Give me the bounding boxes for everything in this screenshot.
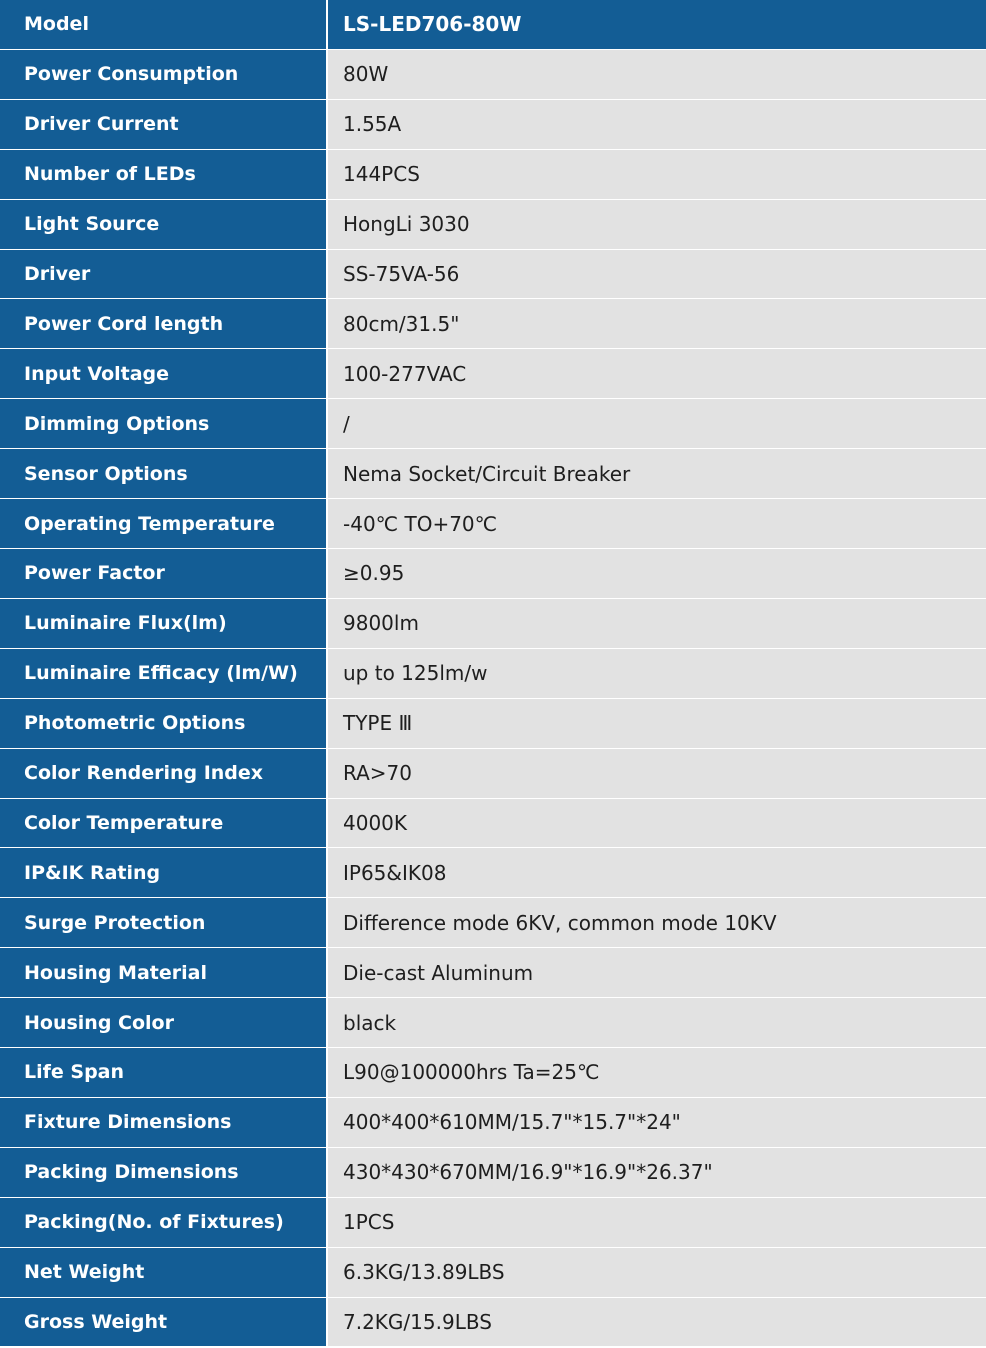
spec-row-color-temperature bbox=[0, 799, 986, 849]
spec-row-power-consumption bbox=[0, 50, 986, 100]
spec-row-packing-fixtures bbox=[0, 1198, 986, 1248]
spec-row-number-of-leds bbox=[0, 150, 986, 200]
spec-label: Power Factor bbox=[0, 549, 328, 598]
spec-label: Life Span bbox=[0, 1048, 328, 1097]
spec-value: 7.2KG/15.9LBS bbox=[328, 1298, 986, 1347]
spec-value: -40℃ TO+70℃ bbox=[328, 499, 986, 548]
spec-label: Housing Material bbox=[0, 948, 328, 997]
spec-value: IP65&IK08 bbox=[328, 848, 986, 897]
spec-value: 9800lm bbox=[328, 599, 986, 648]
spec-value: ≥0.95 bbox=[328, 549, 986, 598]
spec-label: Color Rendering Index bbox=[0, 749, 328, 798]
spec-label: Surge Protection bbox=[0, 898, 328, 947]
spec-value: SS-75VA-56 bbox=[328, 250, 986, 299]
spec-label: Dimming Options bbox=[0, 399, 328, 448]
spec-row-input-voltage bbox=[0, 349, 986, 399]
spec-row-luminaire-flux bbox=[0, 599, 986, 649]
spec-value: 1.55A bbox=[328, 100, 986, 149]
spec-row-model bbox=[0, 0, 986, 50]
spec-value: HongLi 3030 bbox=[328, 200, 986, 249]
spec-label: Input Voltage bbox=[0, 349, 328, 398]
spec-row-driver bbox=[0, 250, 986, 300]
spec-label: Power Consumption bbox=[0, 50, 328, 99]
spec-row-power-factor bbox=[0, 549, 986, 599]
spec-value: 6.3KG/13.89LBS bbox=[328, 1248, 986, 1297]
spec-row-sensor-options bbox=[0, 449, 986, 499]
spec-value: L90@100000hrs Ta=25℃ bbox=[328, 1048, 986, 1097]
spec-label: Packing(No. of Fixtures) bbox=[0, 1198, 328, 1247]
spec-row-operating-temperature bbox=[0, 499, 986, 549]
spec-row-housing-material bbox=[0, 948, 986, 998]
spec-row-net-weight bbox=[0, 1248, 986, 1298]
spec-row-dimming-options bbox=[0, 399, 986, 449]
spec-row-gross-weight bbox=[0, 1298, 986, 1348]
spec-label: Photometric Options bbox=[0, 699, 328, 748]
spec-value: 80cm/31.5" bbox=[328, 299, 986, 348]
spec-label: Power Cord length bbox=[0, 299, 328, 348]
spec-label: Luminaire Flux(lm) bbox=[0, 599, 328, 648]
spec-row-ip-ik-rating bbox=[0, 848, 986, 898]
spec-value: RA>70 bbox=[328, 749, 986, 798]
spec-label: Light Source bbox=[0, 200, 328, 249]
spec-label: Packing Dimensions bbox=[0, 1148, 328, 1197]
spec-value: Difference mode 6KV, common mode 10KV bbox=[328, 898, 986, 947]
spec-value: 144PCS bbox=[328, 150, 986, 199]
spec-row-driver-current bbox=[0, 100, 986, 150]
spec-value: 430*430*670MM/16.9"*16.9"*26.37" bbox=[328, 1148, 986, 1197]
spec-label: Driver Current bbox=[0, 100, 328, 149]
spec-label: Operating Temperature bbox=[0, 499, 328, 548]
spec-row-packing-dimensions bbox=[0, 1148, 986, 1198]
spec-label: IP&IK Rating bbox=[0, 848, 328, 897]
spec-value: Nema Socket/Circuit Breaker bbox=[328, 449, 986, 498]
spec-row-life-span bbox=[0, 1048, 986, 1098]
spec-label: Luminaire Efficacy (lm/W) bbox=[0, 649, 328, 698]
spec-value: 1PCS bbox=[328, 1198, 986, 1247]
spec-row-photometric-options bbox=[0, 699, 986, 749]
spec-label: Gross Weight bbox=[0, 1298, 328, 1347]
spec-label: Housing Color bbox=[0, 998, 328, 1047]
spec-label: Model bbox=[0, 0, 328, 49]
spec-label: Net Weight bbox=[0, 1248, 328, 1297]
spec-value: 80W bbox=[328, 50, 986, 99]
spec-value: / bbox=[328, 399, 986, 448]
spec-value: Die-cast Aluminum bbox=[328, 948, 986, 997]
spec-value: 4000K bbox=[328, 799, 986, 848]
spec-value: up to 125lm/w bbox=[328, 649, 986, 698]
spec-value: LS-LED706-80W bbox=[328, 0, 986, 49]
spec-label: Fixture Dimensions bbox=[0, 1098, 328, 1147]
spec-row-fixture-dimensions bbox=[0, 1098, 986, 1148]
spec-row-luminaire-efficacy bbox=[0, 649, 986, 699]
spec-label: Driver bbox=[0, 250, 328, 299]
spec-value: TYPE Ⅲ bbox=[328, 699, 986, 748]
spec-row-color-rendering-index bbox=[0, 749, 986, 799]
spec-row-housing-color bbox=[0, 998, 986, 1048]
spec-value: 100-277VAC bbox=[328, 349, 986, 398]
spec-row-power-cord-length bbox=[0, 299, 986, 349]
spec-label: Sensor Options bbox=[0, 449, 328, 498]
spec-label: Color Temperature bbox=[0, 799, 328, 848]
spec-value: black bbox=[328, 998, 986, 1047]
spec-row-light-source bbox=[0, 200, 986, 250]
spec-label: Number of LEDs bbox=[0, 150, 328, 199]
spec-row-surge-protection bbox=[0, 898, 986, 948]
spec-value: 400*400*610MM/15.7"*15.7"*24" bbox=[328, 1098, 986, 1147]
